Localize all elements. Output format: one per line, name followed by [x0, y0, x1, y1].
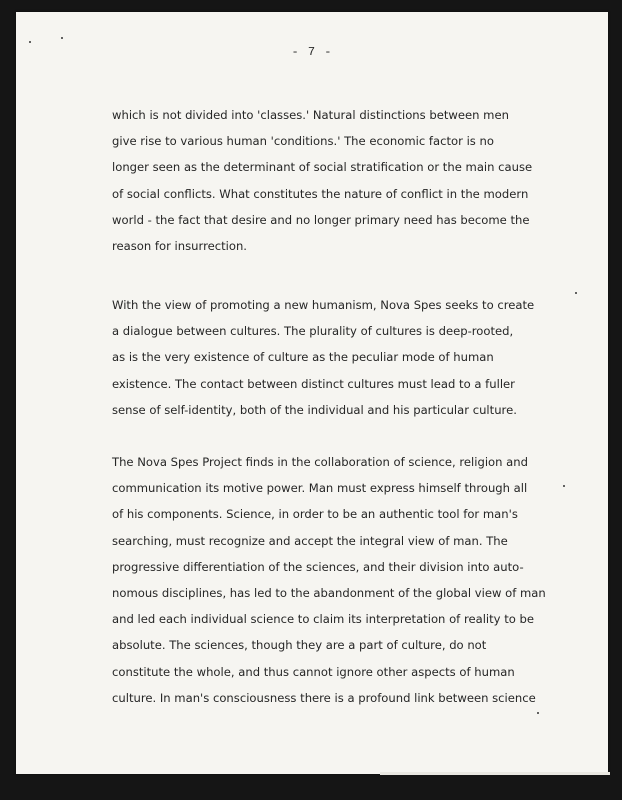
text-line: absolute. The sciences, though they are a part of culture, do not — [112, 638, 487, 653]
text-line: of social conflicts. What constitutes the nature of conflict in the modern — [112, 186, 529, 201]
text-line: of his components. Science, in order to be an authentic tool for man's — [112, 507, 518, 522]
text-line: sense of self-identity, both of the individual and his particular culture. — [112, 402, 517, 417]
text-line: which is not divided into 'classes.' Natural distinctions between men — [112, 108, 509, 122]
text-line: searching, must recognize and accept the integral view of man. The — [112, 533, 508, 548]
text-line: give rise to various human 'conditions.' The economic factor is no — [112, 134, 494, 149]
paragraph-3 — [112, 449, 572, 711]
text-line: communication its motive power. Man must express himself through all — [112, 481, 528, 496]
text-line: world - the fact that desire and no longer primary need has become the — [112, 212, 530, 227]
paper-speck — [575, 292, 577, 294]
paper-speck — [61, 37, 63, 39]
paper-speck — [29, 41, 31, 43]
paragraph-2 — [112, 292, 572, 423]
text-line: and led each individual science to claim its interpretation of reality to be — [112, 612, 535, 627]
paragraph-1 — [112, 102, 572, 259]
text-line: reason for insurrection. — [112, 238, 247, 253]
paper-speck — [537, 712, 539, 714]
text-line: a dialogue between cultures. The plurality of cultures is deep-rooted, — [112, 324, 514, 339]
text-line: existence. The contact between distinct cultures must lead to a fuller — [112, 376, 515, 391]
document-page — [16, 12, 608, 774]
text-line: The Nova Spes Project finds in the collaboration of science, religion and — [112, 455, 528, 469]
text-line: culture. In man's consciousness there is a profound link between science — [112, 690, 536, 705]
text-line: nomous disciplines, has led to the abandonment of the global view of man — [112, 585, 546, 600]
paper-edge — [380, 772, 610, 775]
text-line: longer seen as the determinant of social stratification or the main cause — [112, 160, 533, 175]
text-line: progressive differentiation of the sciences, and their division into auto- — [112, 559, 524, 574]
page-number: - 7 - — [291, 45, 333, 59]
text-line: With the view of promoting a new humanism, Nova Spes seeks to create — [112, 298, 535, 312]
text-line: constitute the whole, and thus cannot ignore other aspects of human — [112, 664, 515, 679]
text-line: as is the very existence of culture as the peculiar mode of human — [112, 350, 494, 365]
